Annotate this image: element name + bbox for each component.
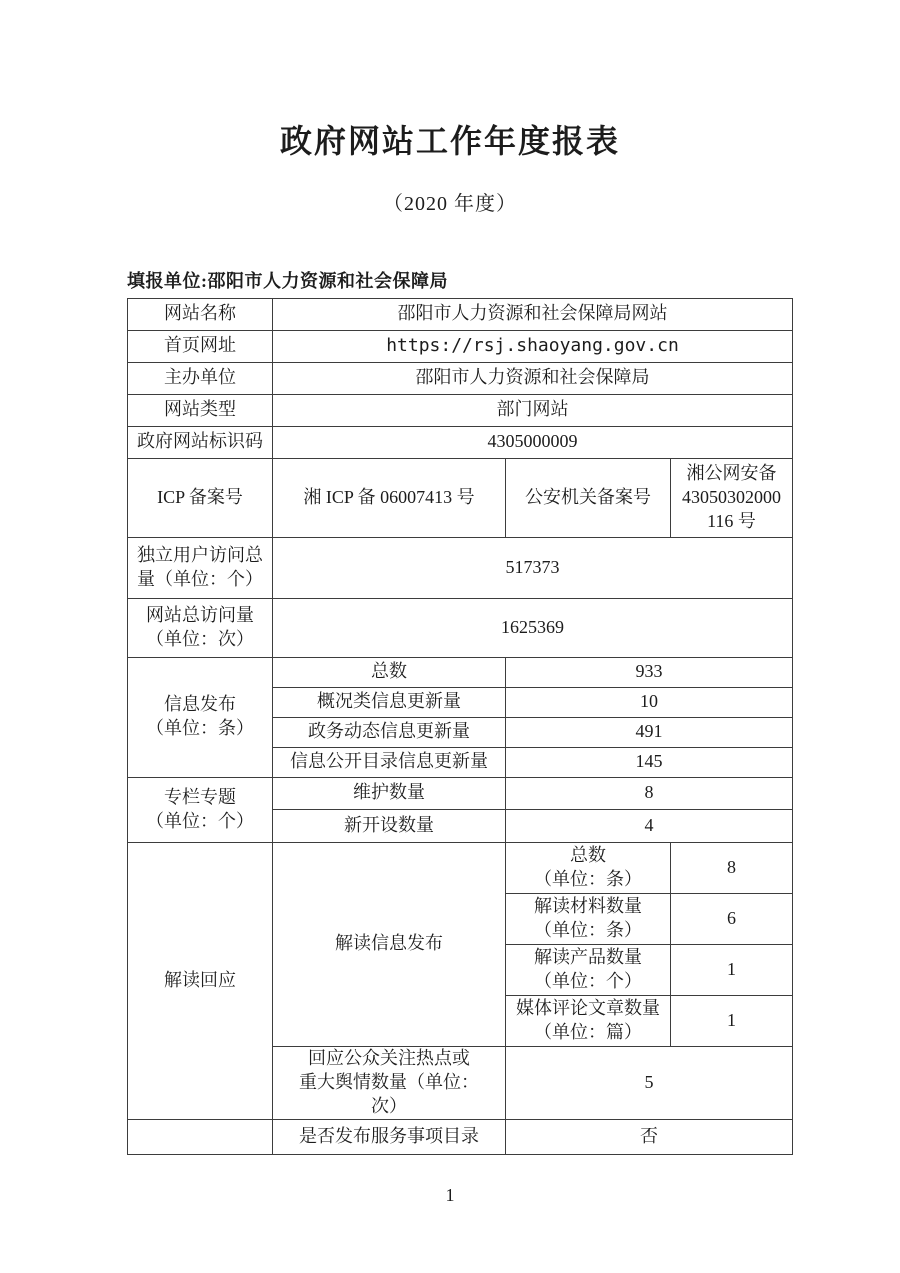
site-type-value: 部门网站 <box>273 394 793 426</box>
page-number: 1 <box>445 1184 455 1205</box>
info-release-group-label: 信息发布 （单位：条） <box>128 657 273 777</box>
table-row <box>128 394 793 426</box>
special-columns-maintain-label: 维护数量 <box>273 777 506 809</box>
table-row <box>128 842 793 893</box>
table-row <box>128 1119 793 1154</box>
service-catalog-label: 是否发布服务事项目录 <box>273 1119 506 1154</box>
table-row <box>128 598 793 657</box>
interpretation-total-value: 8 <box>671 842 793 893</box>
special-columns-group-label: 专栏专题 （单位：个） <box>128 777 273 842</box>
organizer-label: 主办单位 <box>128 362 273 394</box>
info-release-overview-label: 概况类信息更新量 <box>273 687 506 717</box>
table-row <box>128 426 793 458</box>
table-row <box>128 537 793 598</box>
table-row <box>128 298 793 330</box>
site-name-value: 邵阳市人力资源和社会保障局网站 <box>273 298 793 330</box>
table-row <box>128 657 793 687</box>
info-release-total-label: 总数 <box>273 657 506 687</box>
homepage-url-value: https://rsj.shaoyang.gov.cn <box>273 330 793 362</box>
interpretation-group-label: 解读回应 <box>128 842 273 1119</box>
info-release-total-value: 933 <box>506 657 793 687</box>
interpretation-material-value: 6 <box>671 893 793 944</box>
total-visits-value: 1625369 <box>273 598 793 657</box>
site-id-code-value: 4305000009 <box>273 426 793 458</box>
police-filing-value: 湘公网安备 43050302000 116 号 <box>671 458 793 537</box>
info-release-overview-value: 10 <box>506 687 793 717</box>
hotspot-response-label: 回应公众关注热点或 重大舆情数量（单位： 次） <box>273 1046 506 1119</box>
service-catalog-value: 否 <box>506 1119 793 1154</box>
hotspot-response-value: 5 <box>506 1046 793 1119</box>
special-columns-maintain-value: 8 <box>506 777 793 809</box>
page-title: 政府网站工作年度报表 <box>279 123 620 159</box>
table-row <box>128 458 793 537</box>
organizer-value: 邵阳市人力资源和社会保障局 <box>273 362 793 394</box>
interpretation-total-label: 总数 （单位：条） <box>506 842 671 893</box>
annual-report-table <box>127 298 793 1155</box>
reporting-unit: 填报单位:邵阳市人力资源和社会保障局 <box>127 271 448 292</box>
page-subtitle: （2020 年度） <box>383 193 517 216</box>
icp-label: ICP 备案号 <box>128 458 273 537</box>
interpretation-material-label: 解读材料数量 （单位：条） <box>506 893 671 944</box>
icp-value: 湘 ICP 备 06007413 号 <box>273 458 506 537</box>
unique-visitors-label: 独立用户访问总 量（单位：个） <box>128 537 273 598</box>
homepage-url-label: 首页网址 <box>128 330 273 362</box>
unique-visitors-value: 517373 <box>273 537 793 598</box>
site-id-code-label: 政府网站标识码 <box>128 426 273 458</box>
interpretation-release-label: 解读信息发布 <box>273 842 506 1046</box>
interpretation-product-label: 解读产品数量 （单位：个） <box>506 944 671 995</box>
table-row <box>128 777 793 809</box>
special-columns-new-value: 4 <box>506 809 793 842</box>
site-name-label: 网站名称 <box>128 298 273 330</box>
info-release-dynamics-label: 政务动态信息更新量 <box>273 717 506 747</box>
table-row <box>128 330 793 362</box>
total-visits-label: 网站总访问量 （单位：次） <box>128 598 273 657</box>
interpretation-media-value: 1 <box>671 995 793 1046</box>
interpretation-media-label: 媒体评论文章数量 （单位：篇） <box>506 995 671 1046</box>
info-release-dynamics-value: 491 <box>506 717 793 747</box>
table-row <box>128 362 793 394</box>
info-release-directory-label: 信息公开目录信息更新量 <box>273 747 506 777</box>
police-filing-label: 公安机关备案号 <box>506 458 671 537</box>
info-release-directory-value: 145 <box>506 747 793 777</box>
site-type-label: 网站类型 <box>128 394 273 426</box>
empty-cell <box>128 1119 273 1154</box>
interpretation-product-value: 1 <box>671 944 793 995</box>
special-columns-new-label: 新开设数量 <box>273 809 506 842</box>
